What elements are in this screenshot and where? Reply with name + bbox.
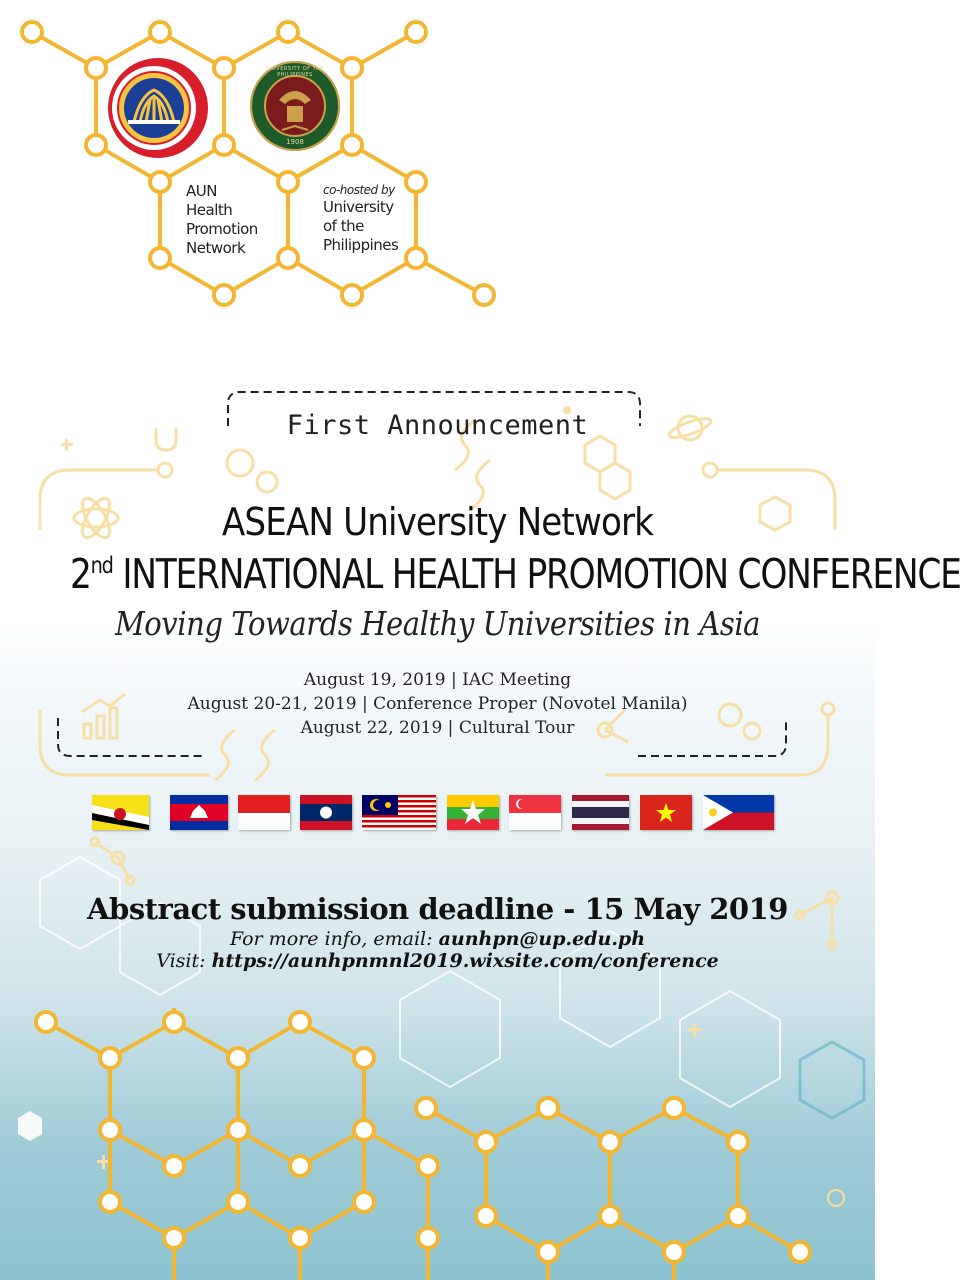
- aun-label-line: Health: [186, 201, 233, 219]
- email-label: For more info, email:: [229, 928, 433, 950]
- seal-ring-text: UNIVERSITY OF THE PHILIPPINES: [265, 66, 325, 78]
- website-link[interactable]: https://aunhpnmnl2019.wixsite.com/conference: [211, 950, 719, 972]
- ordinal-number: 2: [70, 550, 91, 598]
- tagline: Moving Towards Healthy Universities in Asia: [114, 604, 761, 643]
- aun-label-line: AUN: [186, 182, 217, 200]
- conference-title: INTERNATIONAL HEALTH PROMOTION CONFERENCE: [122, 550, 961, 598]
- email-link[interactable]: aunhpn@up.edu.ph: [438, 928, 646, 950]
- seal-year: 1908: [286, 138, 304, 146]
- cohost-label-line: of the: [323, 217, 364, 235]
- date-line: August 22, 2019 | Cultural Tour: [300, 718, 575, 738]
- date-line: August 20-21, 2019 | Conference Proper (Novotel Manila): [187, 694, 688, 714]
- network-heading: ASEAN University Network: [221, 500, 654, 544]
- abstract-deadline: Abstract submission deadline - 15 May 2019: [87, 892, 788, 926]
- date-line: August 19, 2019 | IAC Meeting: [303, 670, 572, 690]
- cohost-label-line: Philippines: [323, 236, 399, 254]
- aun-label-line: Network: [186, 239, 246, 257]
- aun-label-line: Promotion: [186, 220, 258, 238]
- cohost-prefix: co-hosted by: [323, 183, 395, 197]
- cohost-label-line: University: [323, 198, 394, 216]
- announcement-text: First Announcement: [286, 410, 589, 441]
- ordinal-suffix: nd: [90, 553, 113, 579]
- visit-label: Visit:: [156, 950, 206, 972]
